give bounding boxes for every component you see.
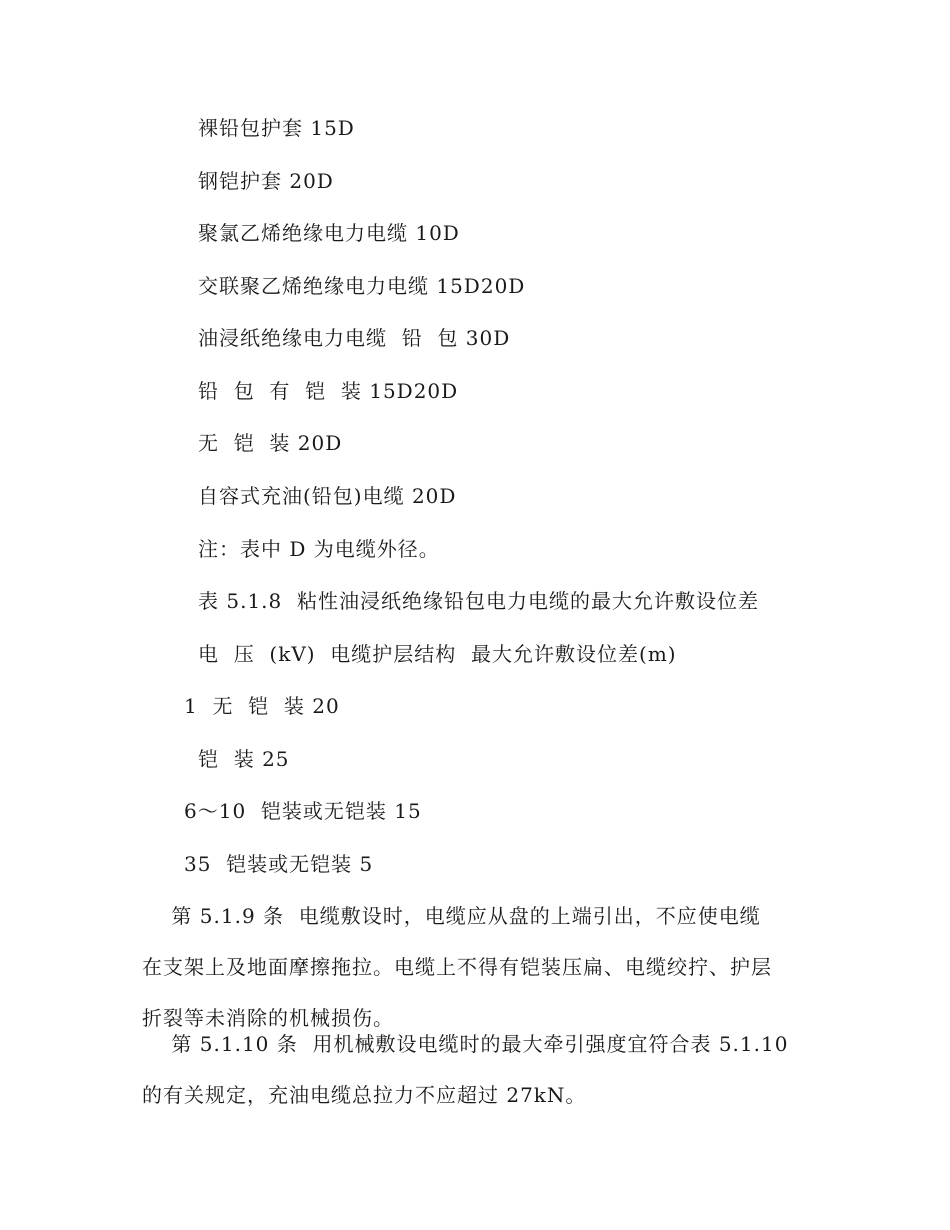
- text-line-bare-lead-sheath: 裸铅包护套 15D: [198, 116, 355, 140]
- clause-5-1-9-line: 在支架上及地面摩擦拖拉。电缆上不得有铠装压扁、电缆绞拧、护层: [142, 955, 772, 979]
- table-row-6-10kv: 6～10 铠装或无铠装 15: [184, 799, 422, 823]
- clause-5-1-9-line: 第 5.1.9 条 电缆敷设时，电缆应从盘的上端引出，不应使电缆: [142, 904, 761, 928]
- text-line-unarmored: 无 铠 装 20D: [198, 431, 343, 455]
- table-row-35kv: 35 铠装或无铠装 5: [184, 852, 374, 876]
- table-row-1kv-unarmored: 1 无 铠 装 20: [184, 694, 340, 718]
- table-row-armored: 铠 装 25: [198, 747, 290, 771]
- text-line-lead-armored: 铅 包 有 铠 装 15D20D: [198, 379, 459, 403]
- clause-5-1-9-line: 折裂等未消除的机械损伤。: [142, 1006, 394, 1030]
- clause-5-1-9-paragraph: [142, 903, 810, 1031]
- clause-5-1-10-line: 的有关规定，充油电缆总拉力不应超过 27kN。: [142, 1083, 587, 1107]
- text-line-pvc-cable: 聚氯乙烯绝缘电力电缆 10D: [198, 221, 460, 245]
- text-line-self-contained-oil: 自容式充油(铅包)电缆 20D: [198, 484, 457, 508]
- clause-5-1-10-line: 第 5.1.10 条 用机械敷设电缆时的最大牵引强度宜符合表 5.1.10: [142, 1032, 789, 1056]
- text-line-steel-armor-sheath: 钢铠护套 20D: [198, 169, 334, 193]
- clause-5-1-10-paragraph: [142, 1031, 810, 1108]
- text-line-xlpe-cable: 交联聚乙烯绝缘电力电缆 15D20D: [198, 274, 526, 298]
- table-note: 注：表中 D 为电缆外径。: [198, 537, 440, 561]
- table-title-5-1-8: 表 5.1.8 粘性油浸纸绝缘铅包电力电缆的最大允许敷设位差: [198, 589, 759, 613]
- table-header-row: 电 压 (kV) 电缆护层结构 最大允许敷设位差(m): [198, 642, 677, 666]
- text-line-oil-paper-cable: 油浸纸绝缘电力电缆 铅 包 30D: [198, 326, 511, 350]
